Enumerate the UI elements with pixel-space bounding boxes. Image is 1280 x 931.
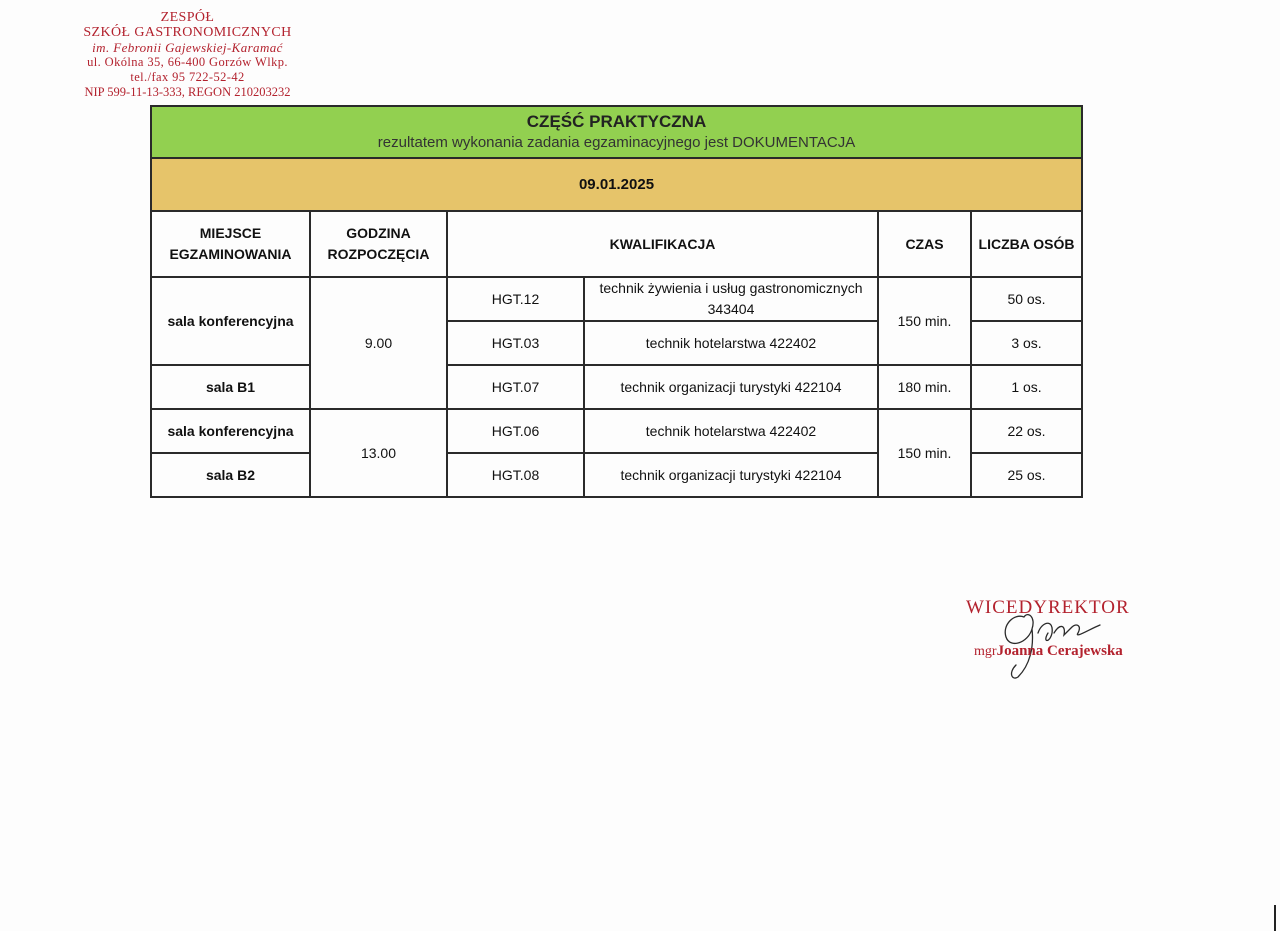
exam-part-title: CZĘŚĆ PRAKTYCZNA — [526, 112, 707, 131]
signatory-name: mgrJoanna Cerajewska — [974, 643, 1123, 659]
stamp-patron: im. Febronii Gajewskiej-Karamać — [92, 40, 283, 55]
code-cell: HGT.03 — [447, 321, 584, 365]
title-band — [151, 106, 1082, 158]
time-cell: 150 min. — [878, 277, 971, 365]
header-qualification: KWALIFIKACJA — [447, 211, 878, 277]
code-cell: HGT.08 — [447, 453, 584, 497]
code-cell: HGT.12 — [447, 277, 584, 321]
exam-part-subtitle: rezultatem wykonania zadania egzaminacyjnego jest DOKUMENTACJA — [377, 134, 856, 151]
hour-cell: 13.00 — [310, 409, 447, 497]
header-place: MIEJSCE EGZAMINOWANIA — [151, 211, 310, 277]
table-row — [151, 277, 1082, 321]
signature-block — [966, 597, 1186, 659]
stamp-line: ZESPÓŁ — [160, 10, 215, 25]
place-cell: sala B2 — [151, 453, 310, 497]
qualification-cell: technik organizacji turystyki 422104 — [584, 453, 878, 497]
stamp-phone: tel./fax 95 722-52-42 — [130, 70, 245, 84]
qualification-cell: technik żywienia i usług gastronomicznych 343404 — [584, 277, 878, 321]
count-cell: 1 os. — [971, 365, 1082, 409]
handwritten-signature-icon — [994, 603, 1104, 681]
count-cell: 25 os. — [971, 453, 1082, 497]
signature-title: WICEDYREKTOR — [966, 597, 1130, 618]
header-hour: GODZINA ROZPOCZĘCIA — [310, 211, 447, 277]
header-count: LICZBA OSÓB — [971, 211, 1082, 277]
count-cell: 3 os. — [971, 321, 1082, 365]
school-stamp — [60, 10, 315, 100]
code-cell: HGT.06 — [447, 409, 584, 453]
stamp-school-name: SZKÓŁ GASTRONOMICZNYCH — [83, 25, 292, 40]
time-cell: 180 min. — [878, 365, 971, 409]
qualification-cell: technik organizacji turystyki 422104 — [584, 365, 878, 409]
place-cell: sala B1 — [151, 365, 310, 409]
qualification-cell: technik hotelarstwa 422402 — [584, 321, 878, 365]
scan-edge-divider — [1274, 905, 1276, 931]
count-cell: 22 os. — [971, 409, 1082, 453]
place-cell: sala konferencyjna — [151, 277, 310, 365]
stamp-address: ul. Okólna 35, 66-400 Gorzów Wlkp. — [87, 55, 288, 69]
count-cell: 50 os. — [971, 277, 1082, 321]
code-cell: HGT.07 — [447, 365, 584, 409]
qualification-cell: technik hotelarstwa 422402 — [584, 409, 878, 453]
table-row — [151, 365, 1082, 409]
time-cell: 150 min. — [878, 409, 971, 497]
exam-schedule-table — [150, 105, 1083, 498]
hour-cell: 9.00 — [310, 277, 447, 409]
place-cell: sala konferencyjna — [151, 409, 310, 453]
stamp-nip-regon: NIP 599-11-13-333, REGON 210203232 — [84, 85, 291, 99]
table-row — [151, 409, 1082, 453]
exam-date: 09.01.2025 — [151, 158, 1082, 211]
header-time: CZAS — [878, 211, 971, 277]
